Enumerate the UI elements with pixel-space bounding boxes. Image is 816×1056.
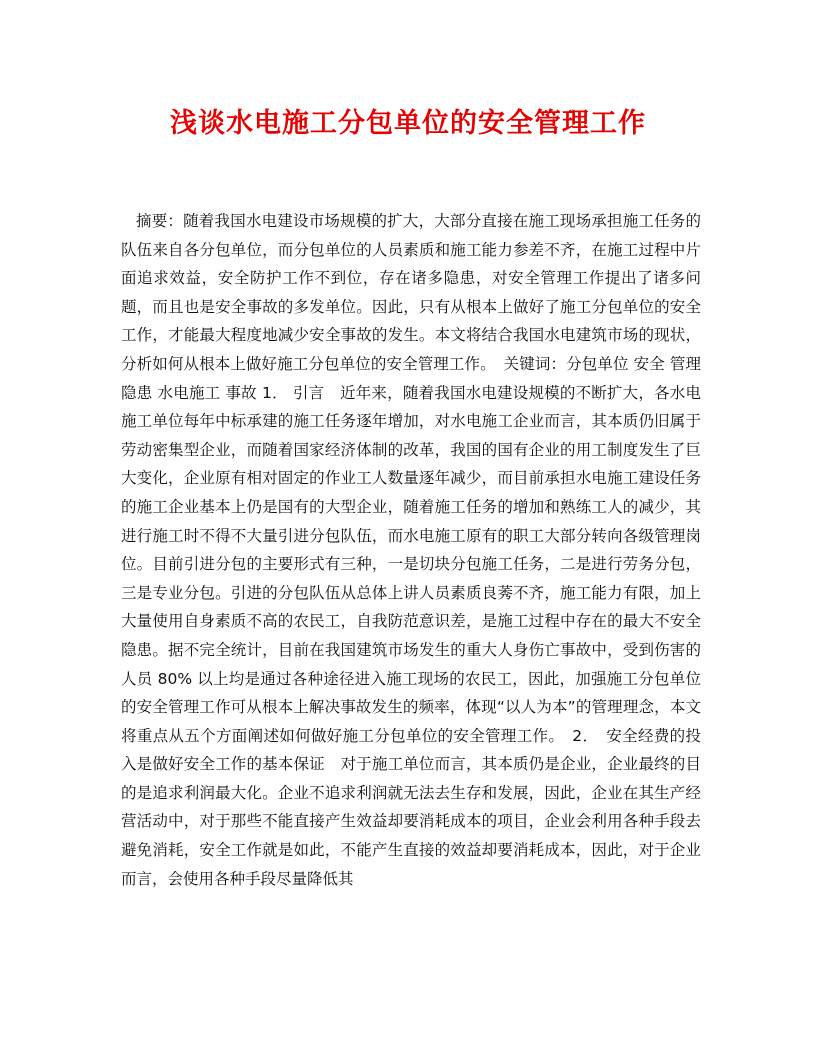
document-body-paragraph: 摘要：随着我国水电建设市场规模的扩大，大部分直接在施工现场承担施工任务的队伍来自各分包单位，而分包单位的人员素质和施工能力参差不齐，在施工过程中片面追求效益，安全防护工作不到位，存在诸多隐患，对安全管理工作提出了诸多问题，而且也是安全事故的多发单位。因此，只有从根本上做好了施工分包单位的安全工作，才能最大程度地减少安全事故的发生。本文将结合我国水电建筑市场的现状，分析如何从根本上做好施工分包单位的安全管理工作。 关键词：分包单位 安全 管理 隐患 水电施工 事故 1． 引言 近年来，随着我国水电建设规模的不断扩大，各水电施工单位每年中标承建的施工任务逐年增加，对水电施工企业而言，其本质仍旧属于劳动密集型企业，而随着国家经济体制的改革，我国的国有企业的用工制度发生了巨大变化，企业原有相对固定的作业工人数量逐年减少，而目前承担水电施工建设任务的施工企业基本上仍是国有的大型企业，随着施工任务的增加和熟练工人的减少，其进行施工时不得不大量引进分包队伍，而水电施工原有的职工大部分转向各级管理岗位。目前引进分包的主要形式有三种，一是切块分包施工任务，二是进行劳务分包，三是专业分包。引进的分包队伍从总体上讲人员素质良莠不齐，施工能力有限，加上大量使用自身素质不高的农民工，自我防范意识差，是施工过程中存在的最大不安全隐患。据不完全统计，目前在我国建筑市场发生的重大人身伤亡事故中，受到伤害的人员 80% 以上均是通过各种途径进入施工现场的农民工，因此，加强施工分包单位的安全管理工作可从根本上解决事故发生的频率，体现“以人为本”的管理理念，本文将重点从五个方面阐述如何做好施工分包单位的安全管理工作。 2． 安全经费的投入是做好安全工作的基本保证 对于施工单位而言，其本质仍是企业，企业最终的目的是追求利润最大化。企业不追求利润就无法去生存和发展，因此，企业在其生产经营活动中，对于那些不能直接产生效益却要消耗成本的项目，企业会利用各种手段去避免消耗，安全工作就是如此，不能产生直接的效益却要消耗成本，因此，对于企业而言，会使用各种手段尽量降低其 (121, 212, 701, 888)
document-title: 浅谈水电施工分包单位的安全管理工作 (170, 108, 646, 139)
